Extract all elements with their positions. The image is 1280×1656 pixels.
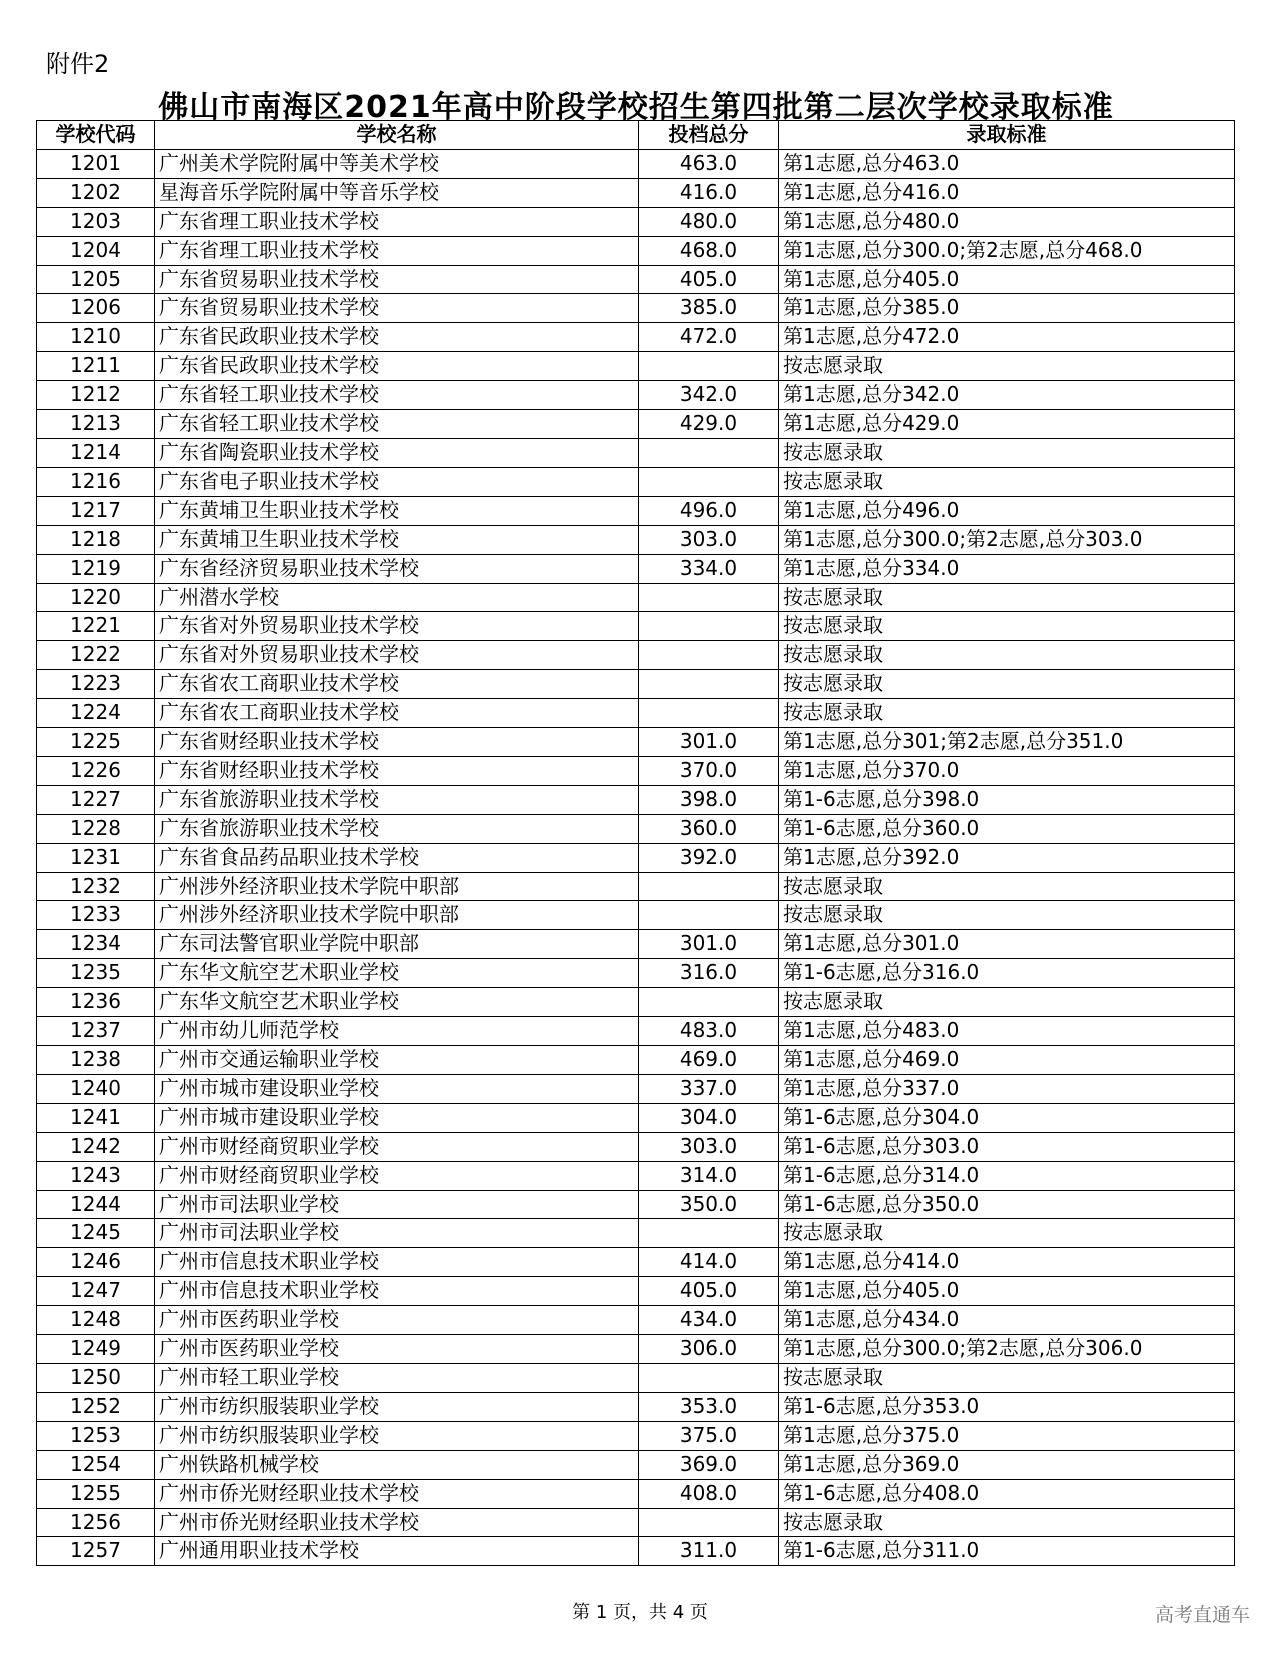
cell-school-name: 广东省农工商职业技术学校: [155, 699, 639, 728]
cell-admission-standard: 第1志愿,总分472.0: [779, 323, 1235, 352]
cell-school-name: 广东省理工职业技术学校: [155, 207, 639, 236]
cell-school-code: 1244: [37, 1190, 155, 1219]
cell-school-code: 1249: [37, 1335, 155, 1364]
cell-admission-standard: 第1志愿,总分385.0: [779, 294, 1235, 323]
cell-total-score: 369.0: [639, 1450, 779, 1479]
cell-school-name: 广州市司法职业学校: [155, 1190, 639, 1219]
table-row: [37, 1335, 1235, 1364]
cell-school-name: 广东省旅游职业技术学校: [155, 785, 639, 814]
cell-admission-standard: 第1志愿,总分342.0: [779, 381, 1235, 410]
cell-admission-standard: 第1志愿,总分300.0;第2志愿,总分303.0: [779, 525, 1235, 554]
cell-school-name: 广东省轻工职业技术学校: [155, 381, 639, 410]
cell-total-score: 334.0: [639, 554, 779, 583]
cell-admission-standard: 按志愿录取: [779, 641, 1235, 670]
cell-admission-standard: 按志愿录取: [779, 988, 1235, 1017]
cell-admission-standard: 第1志愿,总分301.0: [779, 930, 1235, 959]
cell-total-score: [639, 641, 779, 670]
cell-admission-standard: 第1-6志愿,总分360.0: [779, 814, 1235, 843]
cell-total-score: [639, 1508, 779, 1537]
table-row: [37, 323, 1235, 352]
table-row: [37, 410, 1235, 439]
cell-school-name: 广州市医药职业学校: [155, 1306, 639, 1335]
cell-total-score: 416.0: [639, 178, 779, 207]
cell-admission-standard: 第1-6志愿,总分311.0: [779, 1537, 1235, 1566]
cell-school-code: 1257: [37, 1537, 155, 1566]
cell-school-code: 1202: [37, 178, 155, 207]
cell-school-name: 广州美术学院附属中等美术学校: [155, 149, 639, 178]
table-row: [37, 178, 1235, 207]
cell-school-code: 1227: [37, 785, 155, 814]
cell-school-code: 1250: [37, 1363, 155, 1392]
table-row: [37, 236, 1235, 265]
cell-school-name: 广东华文航空艺术职业学校: [155, 988, 639, 1017]
cell-admission-standard: 按志愿录取: [779, 699, 1235, 728]
cell-admission-standard: 第1志愿,总分463.0: [779, 149, 1235, 178]
cell-school-code: 1201: [37, 149, 155, 178]
cell-school-name: 广州市纺织服装职业学校: [155, 1392, 639, 1421]
table-row: [37, 294, 1235, 323]
cell-school-code: 1210: [37, 323, 155, 352]
table-row: [37, 352, 1235, 381]
cell-school-code: 1224: [37, 699, 155, 728]
cell-school-code: 1204: [37, 236, 155, 265]
table-row: [37, 785, 1235, 814]
cell-school-code: 1234: [37, 930, 155, 959]
cell-school-name: 广东省贸易职业技术学校: [155, 265, 639, 294]
cell-school-code: 1242: [37, 1132, 155, 1161]
cell-school-code: 1237: [37, 1017, 155, 1046]
table-row: [37, 1074, 1235, 1103]
cell-total-score: 469.0: [639, 1046, 779, 1075]
cell-school-code: 1245: [37, 1219, 155, 1248]
cell-school-code: 1241: [37, 1103, 155, 1132]
cell-school-name: 广州市轻工职业学校: [155, 1363, 639, 1392]
cell-admission-standard: 第1志愿,总分434.0: [779, 1306, 1235, 1335]
cell-total-score: [639, 467, 779, 496]
cell-school-code: 1203: [37, 207, 155, 236]
cell-total-score: 314.0: [639, 1161, 779, 1190]
table-row: [37, 1103, 1235, 1132]
cell-total-score: 480.0: [639, 207, 779, 236]
cell-school-code: 1246: [37, 1248, 155, 1277]
cell-school-code: 1255: [37, 1479, 155, 1508]
cell-admission-standard: 按志愿录取: [779, 872, 1235, 901]
cell-total-score: [639, 1363, 779, 1392]
cell-school-code: 1214: [37, 438, 155, 467]
cell-admission-standard: 第1-6志愿,总分316.0: [779, 959, 1235, 988]
table-row: [37, 901, 1235, 930]
header-total-score: 投档总分: [639, 121, 779, 150]
table-row: [37, 1161, 1235, 1190]
cell-school-name: 广州市幼儿师范学校: [155, 1017, 639, 1046]
cell-school-name: 广州市侨光财经职业技术学校: [155, 1479, 639, 1508]
cell-admission-standard: 按志愿录取: [779, 901, 1235, 930]
cell-total-score: 342.0: [639, 381, 779, 410]
table-row: [37, 1479, 1235, 1508]
cell-school-code: 1254: [37, 1450, 155, 1479]
cell-admission-standard: 按志愿录取: [779, 438, 1235, 467]
table-row: [37, 1392, 1235, 1421]
cell-school-name: 广东省对外贸易职业技术学校: [155, 612, 639, 641]
cell-total-score: 414.0: [639, 1248, 779, 1277]
cell-admission-standard: 第1志愿,总分369.0: [779, 1450, 1235, 1479]
cell-total-score: 472.0: [639, 323, 779, 352]
cell-total-score: 304.0: [639, 1103, 779, 1132]
cell-admission-standard: 第1志愿,总分301;第2志愿,总分351.0: [779, 728, 1235, 757]
cell-school-code: 1206: [37, 294, 155, 323]
cell-school-code: 1211: [37, 352, 155, 381]
cell-school-code: 1226: [37, 756, 155, 785]
cell-admission-standard: 按志愿录取: [779, 670, 1235, 699]
table-row: [37, 814, 1235, 843]
watermark: 高考直通车: [1154, 1604, 1250, 1626]
cell-school-name: 广东华文航空艺术职业学校: [155, 959, 639, 988]
cell-admission-standard: 第1志愿,总分334.0: [779, 554, 1235, 583]
table-row: [37, 1306, 1235, 1335]
cell-admission-standard: 按志愿录取: [779, 467, 1235, 496]
cell-total-score: 463.0: [639, 149, 779, 178]
cell-total-score: 468.0: [639, 236, 779, 265]
cell-admission-standard: 第1志愿,总分469.0: [779, 1046, 1235, 1075]
table-row: [37, 756, 1235, 785]
cell-school-code: 1213: [37, 410, 155, 439]
page-footer: 第 1 页，共 4 页: [572, 1602, 708, 1623]
cell-total-score: [639, 612, 779, 641]
table-row: [37, 149, 1235, 178]
header-school-code: 学校代码: [37, 121, 155, 150]
table-row: [37, 988, 1235, 1017]
cell-school-name: 广州市纺织服装职业学校: [155, 1421, 639, 1450]
cell-total-score: [639, 872, 779, 901]
table-row: [37, 1421, 1235, 1450]
cell-total-score: [639, 352, 779, 381]
table-row: [37, 1508, 1235, 1537]
table-row: [37, 1363, 1235, 1392]
table-row: [37, 728, 1235, 757]
cell-admission-standard: 第1志愿,总分370.0: [779, 756, 1235, 785]
cell-total-score: [639, 583, 779, 612]
cell-school-name: 广东省经济贸易职业技术学校: [155, 554, 639, 583]
cell-admission-standard: 第1志愿,总分496.0: [779, 496, 1235, 525]
cell-school-name: 广东省陶瓷职业技术学校: [155, 438, 639, 467]
cell-total-score: 311.0: [639, 1537, 779, 1566]
cell-school-name: 广东省民政职业技术学校: [155, 323, 639, 352]
cell-total-score: 434.0: [639, 1306, 779, 1335]
admission-table: [36, 120, 1235, 1566]
cell-admission-standard: 第1-6志愿,总分314.0: [779, 1161, 1235, 1190]
cell-school-name: 广东黄埔卫生职业技术学校: [155, 525, 639, 554]
cell-total-score: 405.0: [639, 265, 779, 294]
cell-admission-standard: 第1志愿,总分405.0: [779, 265, 1235, 294]
cell-admission-standard: 按志愿录取: [779, 583, 1235, 612]
cell-school-code: 1218: [37, 525, 155, 554]
table-row: [37, 843, 1235, 872]
cell-school-name: 广东省旅游职业技术学校: [155, 814, 639, 843]
table-row: [37, 1450, 1235, 1479]
cell-school-code: 1256: [37, 1508, 155, 1537]
table-row: [37, 554, 1235, 583]
cell-school-code: 1252: [37, 1392, 155, 1421]
cell-school-code: 1222: [37, 641, 155, 670]
cell-total-score: 385.0: [639, 294, 779, 323]
table-row: [37, 959, 1235, 988]
table-row: [37, 467, 1235, 496]
cell-school-code: 1233: [37, 901, 155, 930]
cell-school-name: 广州市信息技术职业学校: [155, 1277, 639, 1306]
header-school-name: 学校名称: [155, 121, 639, 150]
table-row: [37, 1190, 1235, 1219]
cell-school-name: 广州潜水学校: [155, 583, 639, 612]
cell-total-score: 429.0: [639, 410, 779, 439]
cell-admission-standard: 第1志愿,总分429.0: [779, 410, 1235, 439]
cell-school-name: 广东省贸易职业技术学校: [155, 294, 639, 323]
cell-admission-standard: 第1志愿,总分337.0: [779, 1074, 1235, 1103]
cell-school-code: 1238: [37, 1046, 155, 1075]
cell-school-name: 广东省食品药品职业技术学校: [155, 843, 639, 872]
cell-total-score: 301.0: [639, 728, 779, 757]
table-row: [37, 670, 1235, 699]
cell-school-code: 1223: [37, 670, 155, 699]
table-row: [37, 699, 1235, 728]
cell-school-name: 星海音乐学院附属中等音乐学校: [155, 178, 639, 207]
table-row: [37, 641, 1235, 670]
table-row: [37, 525, 1235, 554]
cell-school-name: 广东黄埔卫生职业技术学校: [155, 496, 639, 525]
cell-admission-standard: 第1-6志愿,总分353.0: [779, 1392, 1235, 1421]
cell-admission-standard: 第1-6志愿,总分408.0: [779, 1479, 1235, 1508]
cell-total-score: 375.0: [639, 1421, 779, 1450]
cell-school-code: 1228: [37, 814, 155, 843]
cell-total-score: 350.0: [639, 1190, 779, 1219]
cell-school-name: 广东省轻工职业技术学校: [155, 410, 639, 439]
cell-total-score: [639, 670, 779, 699]
cell-admission-standard: 第1志愿,总分300.0;第2志愿,总分306.0: [779, 1335, 1235, 1364]
page-title: 佛山市南海区2021年高中阶段学校招生第四批第二层次学校录取标准: [158, 90, 1114, 125]
cell-admission-standard: 第1志愿,总分300.0;第2志愿,总分468.0: [779, 236, 1235, 265]
cell-school-name: 广东省财经职业技术学校: [155, 728, 639, 757]
cell-school-name: 广东省对外贸易职业技术学校: [155, 641, 639, 670]
table-row: [37, 496, 1235, 525]
cell-total-score: [639, 438, 779, 467]
cell-total-score: 360.0: [639, 814, 779, 843]
cell-total-score: 316.0: [639, 959, 779, 988]
cell-admission-standard: 第1-6志愿,总分304.0: [779, 1103, 1235, 1132]
table-row: [37, 1017, 1235, 1046]
cell-total-score: 353.0: [639, 1392, 779, 1421]
attachment-label: 附件2: [46, 50, 110, 78]
cell-school-name: 广东省理工职业技术学校: [155, 236, 639, 265]
table-row: [37, 1219, 1235, 1248]
cell-school-name: 广州市城市建设职业学校: [155, 1074, 639, 1103]
cell-school-code: 1236: [37, 988, 155, 1017]
cell-school-name: 广州铁路机械学校: [155, 1450, 639, 1479]
cell-school-code: 1235: [37, 959, 155, 988]
cell-total-score: 337.0: [639, 1074, 779, 1103]
cell-admission-standard: 第1志愿,总分375.0: [779, 1421, 1235, 1450]
table-row: [37, 265, 1235, 294]
cell-admission-standard: 按志愿录取: [779, 612, 1235, 641]
cell-total-score: [639, 699, 779, 728]
cell-total-score: 303.0: [639, 525, 779, 554]
cell-admission-standard: 第1-6志愿,总分350.0: [779, 1190, 1235, 1219]
cell-school-name: 广东省财经职业技术学校: [155, 756, 639, 785]
table-row: [37, 583, 1235, 612]
cell-admission-standard: 按志愿录取: [779, 1219, 1235, 1248]
cell-admission-standard: 第1志愿,总分392.0: [779, 843, 1235, 872]
table-row: [37, 381, 1235, 410]
cell-admission-standard: 第1志愿,总分414.0: [779, 1248, 1235, 1277]
cell-total-score: 301.0: [639, 930, 779, 959]
cell-school-code: 1240: [37, 1074, 155, 1103]
cell-school-code: 1220: [37, 583, 155, 612]
cell-admission-standard: 第1志愿,总分483.0: [779, 1017, 1235, 1046]
cell-school-code: 1221: [37, 612, 155, 641]
cell-admission-standard: 按志愿录取: [779, 352, 1235, 381]
cell-school-code: 1247: [37, 1277, 155, 1306]
cell-school-name: 广州市城市建设职业学校: [155, 1103, 639, 1132]
cell-admission-standard: 第1-6志愿,总分303.0: [779, 1132, 1235, 1161]
cell-school-code: 1231: [37, 843, 155, 872]
cell-school-code: 1232: [37, 872, 155, 901]
cell-school-code: 1205: [37, 265, 155, 294]
cell-school-code: 1219: [37, 554, 155, 583]
cell-school-name: 广州通用职业技术学校: [155, 1537, 639, 1566]
cell-total-score: [639, 1219, 779, 1248]
cell-total-score: 370.0: [639, 756, 779, 785]
cell-total-score: 306.0: [639, 1335, 779, 1364]
table-row: [37, 1248, 1235, 1277]
table-row: [37, 612, 1235, 641]
table-row: [37, 207, 1235, 236]
cell-admission-standard: 按志愿录取: [779, 1363, 1235, 1392]
cell-school-name: 广东省民政职业技术学校: [155, 352, 639, 381]
cell-admission-standard: 第1志愿,总分405.0: [779, 1277, 1235, 1306]
header-admission-standard: 录取标准: [779, 121, 1235, 150]
cell-admission-standard: 第1-6志愿,总分398.0: [779, 785, 1235, 814]
cell-school-code: 1253: [37, 1421, 155, 1450]
cell-school-code: 1216: [37, 467, 155, 496]
cell-total-score: [639, 988, 779, 1017]
cell-school-name: 广州市财经商贸职业学校: [155, 1161, 639, 1190]
cell-school-name: 广东司法警官职业学院中职部: [155, 930, 639, 959]
cell-admission-standard: 按志愿录取: [779, 1508, 1235, 1537]
cell-school-name: 广州市司法职业学校: [155, 1219, 639, 1248]
table-row: [37, 438, 1235, 467]
cell-total-score: 483.0: [639, 1017, 779, 1046]
cell-total-score: 303.0: [639, 1132, 779, 1161]
table-row: [37, 872, 1235, 901]
cell-school-name: 广州市医药职业学校: [155, 1335, 639, 1364]
cell-school-code: 1217: [37, 496, 155, 525]
table-row: [37, 930, 1235, 959]
cell-total-score: 496.0: [639, 496, 779, 525]
cell-school-code: 1243: [37, 1161, 155, 1190]
cell-school-name: 广东省农工商职业技术学校: [155, 670, 639, 699]
table-row: [37, 1537, 1235, 1566]
table-header-row: [37, 121, 1235, 150]
cell-total-score: [639, 901, 779, 930]
cell-total-score: 398.0: [639, 785, 779, 814]
cell-school-code: 1212: [37, 381, 155, 410]
table-row: [37, 1132, 1235, 1161]
cell-school-name: 广州涉外经济职业技术学院中职部: [155, 901, 639, 930]
cell-school-name: 广州市交通运输职业学校: [155, 1046, 639, 1075]
cell-school-name: 广州市财经商贸职业学校: [155, 1132, 639, 1161]
cell-school-name: 广州市信息技术职业学校: [155, 1248, 639, 1277]
cell-total-score: 408.0: [639, 1479, 779, 1508]
table-row: [37, 1277, 1235, 1306]
cell-school-code: 1248: [37, 1306, 155, 1335]
cell-school-code: 1225: [37, 728, 155, 757]
table-body: [37, 149, 1235, 1565]
cell-school-name: 广州市侨光财经职业技术学校: [155, 1508, 639, 1537]
cell-school-name: 广东省电子职业技术学校: [155, 467, 639, 496]
cell-school-name: 广州涉外经济职业技术学院中职部: [155, 872, 639, 901]
cell-total-score: 405.0: [639, 1277, 779, 1306]
cell-admission-standard: 第1志愿,总分416.0: [779, 178, 1235, 207]
table-row: [37, 1046, 1235, 1075]
cell-total-score: 392.0: [639, 843, 779, 872]
cell-admission-standard: 第1志愿,总分480.0: [779, 207, 1235, 236]
